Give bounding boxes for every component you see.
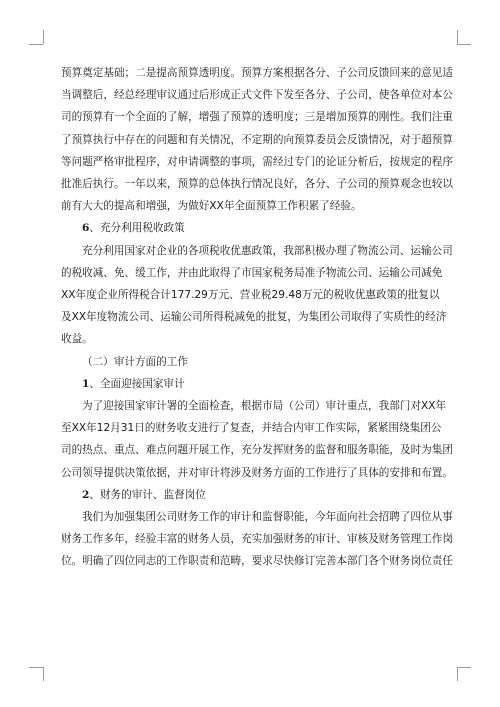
- heading-number: 1: [82, 377, 90, 390]
- body-line: 前有大大的提高和增强，为做好XX年全面预算工作积累了经验。: [61, 200, 362, 213]
- body-line: 当调整后，经总经理审议通过后形成正式文件下发至各分、子公司，使各单位对本公: [61, 89, 453, 102]
- crop-mark-top-right-v: [457, 30, 458, 44]
- body-line: 财务工作多年，经验丰富的财务人员，充实加强财务的审计、审核及财务管理工作岗: [61, 533, 453, 546]
- body-line: 司的热点、重点、难点问题开展工作，充分发挥财务的监督和服务职能，及时为集团: [61, 444, 453, 457]
- body-line: 至XX年12月31日的财务收支进行了复查，并结合内审工作实际，紧紧围绕集团公: [61, 422, 442, 435]
- body-line: XX年度企业所得税合计177.29万元、营业税29.48万元的税收优惠政策的批复以: [61, 289, 440, 302]
- body-line: 了预算执行中存在的问题和有关情况，不定期的向预算委员会反馈情况，对于超预算: [61, 133, 453, 146]
- heading-text: 、全面迎接国家审计: [89, 377, 185, 390]
- crop-mark-bottom-right-v: [457, 667, 458, 681]
- heading-text: 、充分利用税收政策: [89, 222, 185, 235]
- body-line: 公司领导提供决策依据，并对审计将涉及财务方面的工作进行了具体的安排和布置。: [61, 466, 453, 479]
- body-line: 充分利用国家对企业的各项税收优惠政策，我部积极办理了物流公司、运输公司: [82, 244, 453, 257]
- body-line: 为了迎接国家审计署的全面检查，根据市局（公司）审计重点，我部门对XX年: [82, 400, 447, 413]
- crop-mark-bottom-left-v: [43, 667, 44, 681]
- heading-text: 、财务的审计、监督岗位: [89, 488, 206, 501]
- body-line: 收益。: [61, 333, 93, 346]
- body-line: 我们为加强集团公司财务工作的审计和监督职能，今年面向社会招聘了四位从事: [82, 511, 453, 524]
- heading-number: 6: [82, 222, 90, 235]
- crop-mark-top-left-v: [43, 30, 44, 44]
- crop-mark-top-right-h: [457, 44, 471, 45]
- section-heading-audit-posts: [61, 484, 439, 506]
- body-line: 等问题严格审批程序，对申请调整的事项，需经过专门的论证分析后，按规定的程序: [61, 155, 453, 168]
- section-heading-audit-work: [61, 351, 439, 373]
- body-line: 及XX年度物流公司、运输公司所得税减免的批复，为集团公司取得了实质性的经济: [61, 311, 447, 324]
- section-heading-national-audit: [61, 373, 439, 395]
- document-body: [61, 62, 453, 573]
- body-line: 批准后执行。一年以来，预算的总体执行情况良好，各分、子公司的预算观念也较以: [61, 178, 453, 191]
- crop-mark-bottom-left-h: [29, 667, 43, 668]
- heading-text: （二）审计方面的工作: [82, 355, 188, 368]
- body-line: 的税收减、免、缓工作，并由此取得了市国家税务局准予物流公司、运输公司减免: [61, 266, 443, 279]
- body-line: 预算奠定基础；二是提高预算透明度。预算方案根据各分、子公司反馈回来的意见适: [61, 67, 453, 79]
- crop-mark-top-left-h: [29, 44, 43, 45]
- heading-number: 2: [82, 488, 90, 501]
- crop-mark-bottom-right-h: [457, 667, 471, 668]
- body-line: 位。明确了四位同志的工作职责和范畴，要求尽快修订完善本部门各个财务岗位责任: [61, 555, 453, 568]
- section-heading-tax-policy: [61, 217, 439, 239]
- body-line: 司的预算有一个全面的了解，增强了预算的透明度；三是增加预算的刚性。我们注重: [61, 111, 453, 124]
